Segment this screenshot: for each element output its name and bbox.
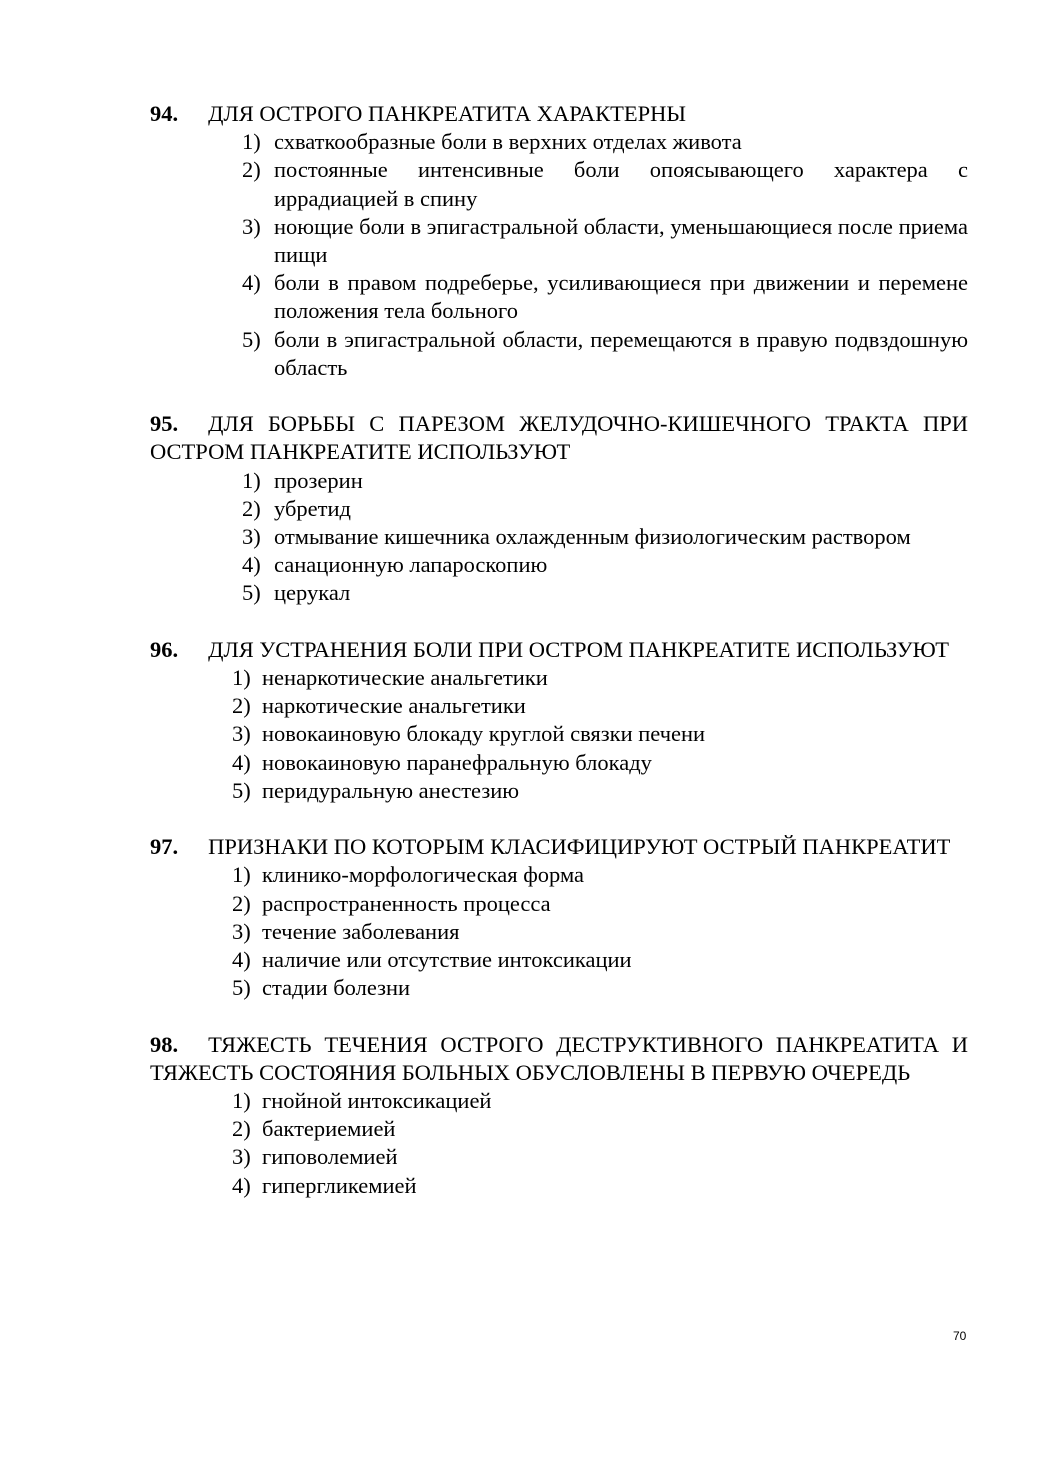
answer-option — [150, 467, 968, 495]
answer-option — [150, 749, 968, 777]
question-98 — [150, 1031, 968, 1200]
answer-text: перидуральную анестезию — [262, 777, 520, 803]
answer-option — [150, 720, 968, 748]
question-prompt: ПРИЗНАКИ ПО КОТОРЫМ КЛАСИФИЦИРУЮТ ОСТРЫЙ ПАНКРЕАТИТ — [208, 834, 951, 860]
answer-text: схваткообразные боли в верхних отделах живота — [274, 129, 742, 155]
answer-option — [150, 326, 968, 382]
answer-number: 4) — [232, 1172, 251, 1198]
answer-option — [150, 946, 968, 974]
answer-text: течение заболевания — [262, 918, 460, 944]
answer-option — [150, 213, 968, 269]
question-97 — [150, 833, 968, 1002]
answer-text: гипергликемией — [262, 1172, 417, 1198]
answer-text: убретид — [274, 495, 351, 521]
answer-number: 2) — [242, 157, 261, 183]
question-96 — [150, 636, 968, 805]
question-text — [150, 636, 968, 664]
answer-option — [150, 551, 968, 579]
answer-text: бактериемией — [262, 1116, 396, 1142]
question-prompt: ТЯЖЕСТЬ ТЕЧЕНИЯ ОСТРОГО ДЕСТРУКТИВНОГО ПАНКРЕАТИТА И ТЯЖЕСТЬ СОСТОЯНИЯ БОЛЬНЫХ ОБУСЛОВЛЕНЫ В ПЕРВУЮ ОЧЕРЕДЬ — [150, 1031, 968, 1085]
answer-number: 1) — [232, 665, 251, 691]
answer-option — [150, 664, 968, 692]
answer-number: 3) — [232, 721, 251, 747]
answer-number: 2) — [232, 1116, 251, 1142]
answer-option — [150, 495, 968, 523]
answer-text: наркотические анальгетики — [262, 693, 526, 719]
answer-text: новокаиновую паранефральную блокаду — [262, 749, 652, 775]
question-prompt: ДЛЯ УСТРАНЕНИЯ БОЛИ ПРИ ОСТРОМ ПАНКРЕАТИТЕ ИСПОЛЬЗУЮТ — [208, 636, 949, 662]
question-94 — [150, 100, 968, 382]
question-number: 94. — [150, 101, 179, 126]
answer-list — [150, 467, 968, 608]
answer-option — [150, 974, 968, 1002]
answer-number: 4) — [242, 552, 261, 578]
answer-number: 2) — [242, 495, 261, 521]
answer-text: прозерин — [274, 467, 363, 493]
answer-number: 1) — [232, 1088, 251, 1114]
answer-number: 5) — [232, 777, 251, 803]
question-number: 95. — [150, 411, 179, 437]
page-number: 70 — [953, 1329, 967, 1343]
answer-number: 5) — [232, 975, 251, 1001]
answer-text: гнойной интоксикацией — [262, 1088, 492, 1114]
answer-option — [150, 156, 968, 212]
answer-number: 5) — [242, 580, 261, 606]
answer-option — [150, 692, 968, 720]
answer-number: 1) — [242, 467, 261, 493]
question-text — [150, 833, 968, 861]
answer-option — [150, 1172, 968, 1200]
answer-text: гиповолемией — [262, 1144, 398, 1170]
answer-text: санационную лапароскопию — [274, 552, 548, 578]
answer-list — [150, 861, 968, 1002]
answer-text: боли в правом подреберье, усиливающиеся при движении и перемене положения тела больного — [274, 270, 968, 324]
answer-text: ноющие боли в эпигастральной области, уменьшающиеся после приема пищи — [274, 213, 968, 268]
answer-option — [150, 1143, 968, 1171]
answer-number: 3) — [242, 213, 261, 239]
answer-number: 4) — [232, 947, 251, 973]
answer-number: 4) — [242, 270, 261, 296]
answer-list — [150, 128, 968, 382]
answer-number: 1) — [232, 862, 251, 888]
answer-option — [150, 523, 968, 551]
question-text — [150, 100, 968, 128]
question-text — [150, 410, 968, 466]
answer-text: боли в эпигастральной области, перемещаются в правую подвздошную область — [274, 326, 968, 380]
answer-text: ненаркотические анальгетики — [262, 665, 548, 691]
answer-number: 2) — [232, 693, 251, 719]
answer-option — [150, 861, 968, 889]
document-body — [150, 100, 968, 1228]
answer-list — [150, 664, 968, 805]
answer-text: новокаиновую блокаду круглой связки печени — [262, 721, 706, 747]
answer-text: отмывание кишечника охлажденным физиологическим раствором — [274, 524, 911, 550]
answer-option — [150, 579, 968, 607]
answer-number: 2) — [232, 890, 251, 916]
answer-list — [150, 1087, 968, 1200]
answer-text: церукал — [274, 580, 351, 606]
answer-text: распространенность процесса — [262, 890, 551, 916]
answer-option — [150, 1087, 968, 1115]
answer-number: 4) — [232, 749, 251, 775]
question-95 — [150, 410, 968, 607]
answer-option — [150, 918, 968, 946]
answer-number: 3) — [232, 918, 251, 944]
question-text — [150, 1031, 968, 1087]
answer-option — [150, 777, 968, 805]
question-number: 97. — [150, 834, 179, 860]
answer-number: 5) — [242, 326, 261, 352]
answer-option — [150, 1115, 968, 1143]
answer-number: 3) — [232, 1144, 251, 1170]
question-number: 98. — [150, 1031, 179, 1057]
answer-text: постоянные интенсивные боли опоясывающего характера с иррадиацией в спину — [274, 157, 968, 211]
answer-text: клинико-морфологическая форма — [262, 862, 585, 888]
question-number: 96. — [150, 636, 179, 662]
answer-text: наличие или отсутствие интоксикации — [262, 947, 632, 973]
answer-option — [150, 128, 968, 156]
question-prompt: ДЛЯ ОСТРОГО ПАНКРЕАТИТА ХАРАКТЕРНЫ — [208, 101, 687, 126]
answer-option — [150, 890, 968, 918]
answer-number: 1) — [242, 129, 261, 155]
answer-number: 3) — [242, 524, 261, 550]
question-prompt: ДЛЯ БОРЬБЫ С ПАРЕЗОМ ЖЕЛУДОЧНО-КИШЕЧНОГО ТРАКТА ПРИ ОСТРОМ ПАНКРЕАТИТЕ ИСПОЛЬЗУЮТ — [150, 411, 968, 465]
answer-text: стадии болезни — [262, 975, 411, 1001]
answer-option — [150, 269, 968, 325]
